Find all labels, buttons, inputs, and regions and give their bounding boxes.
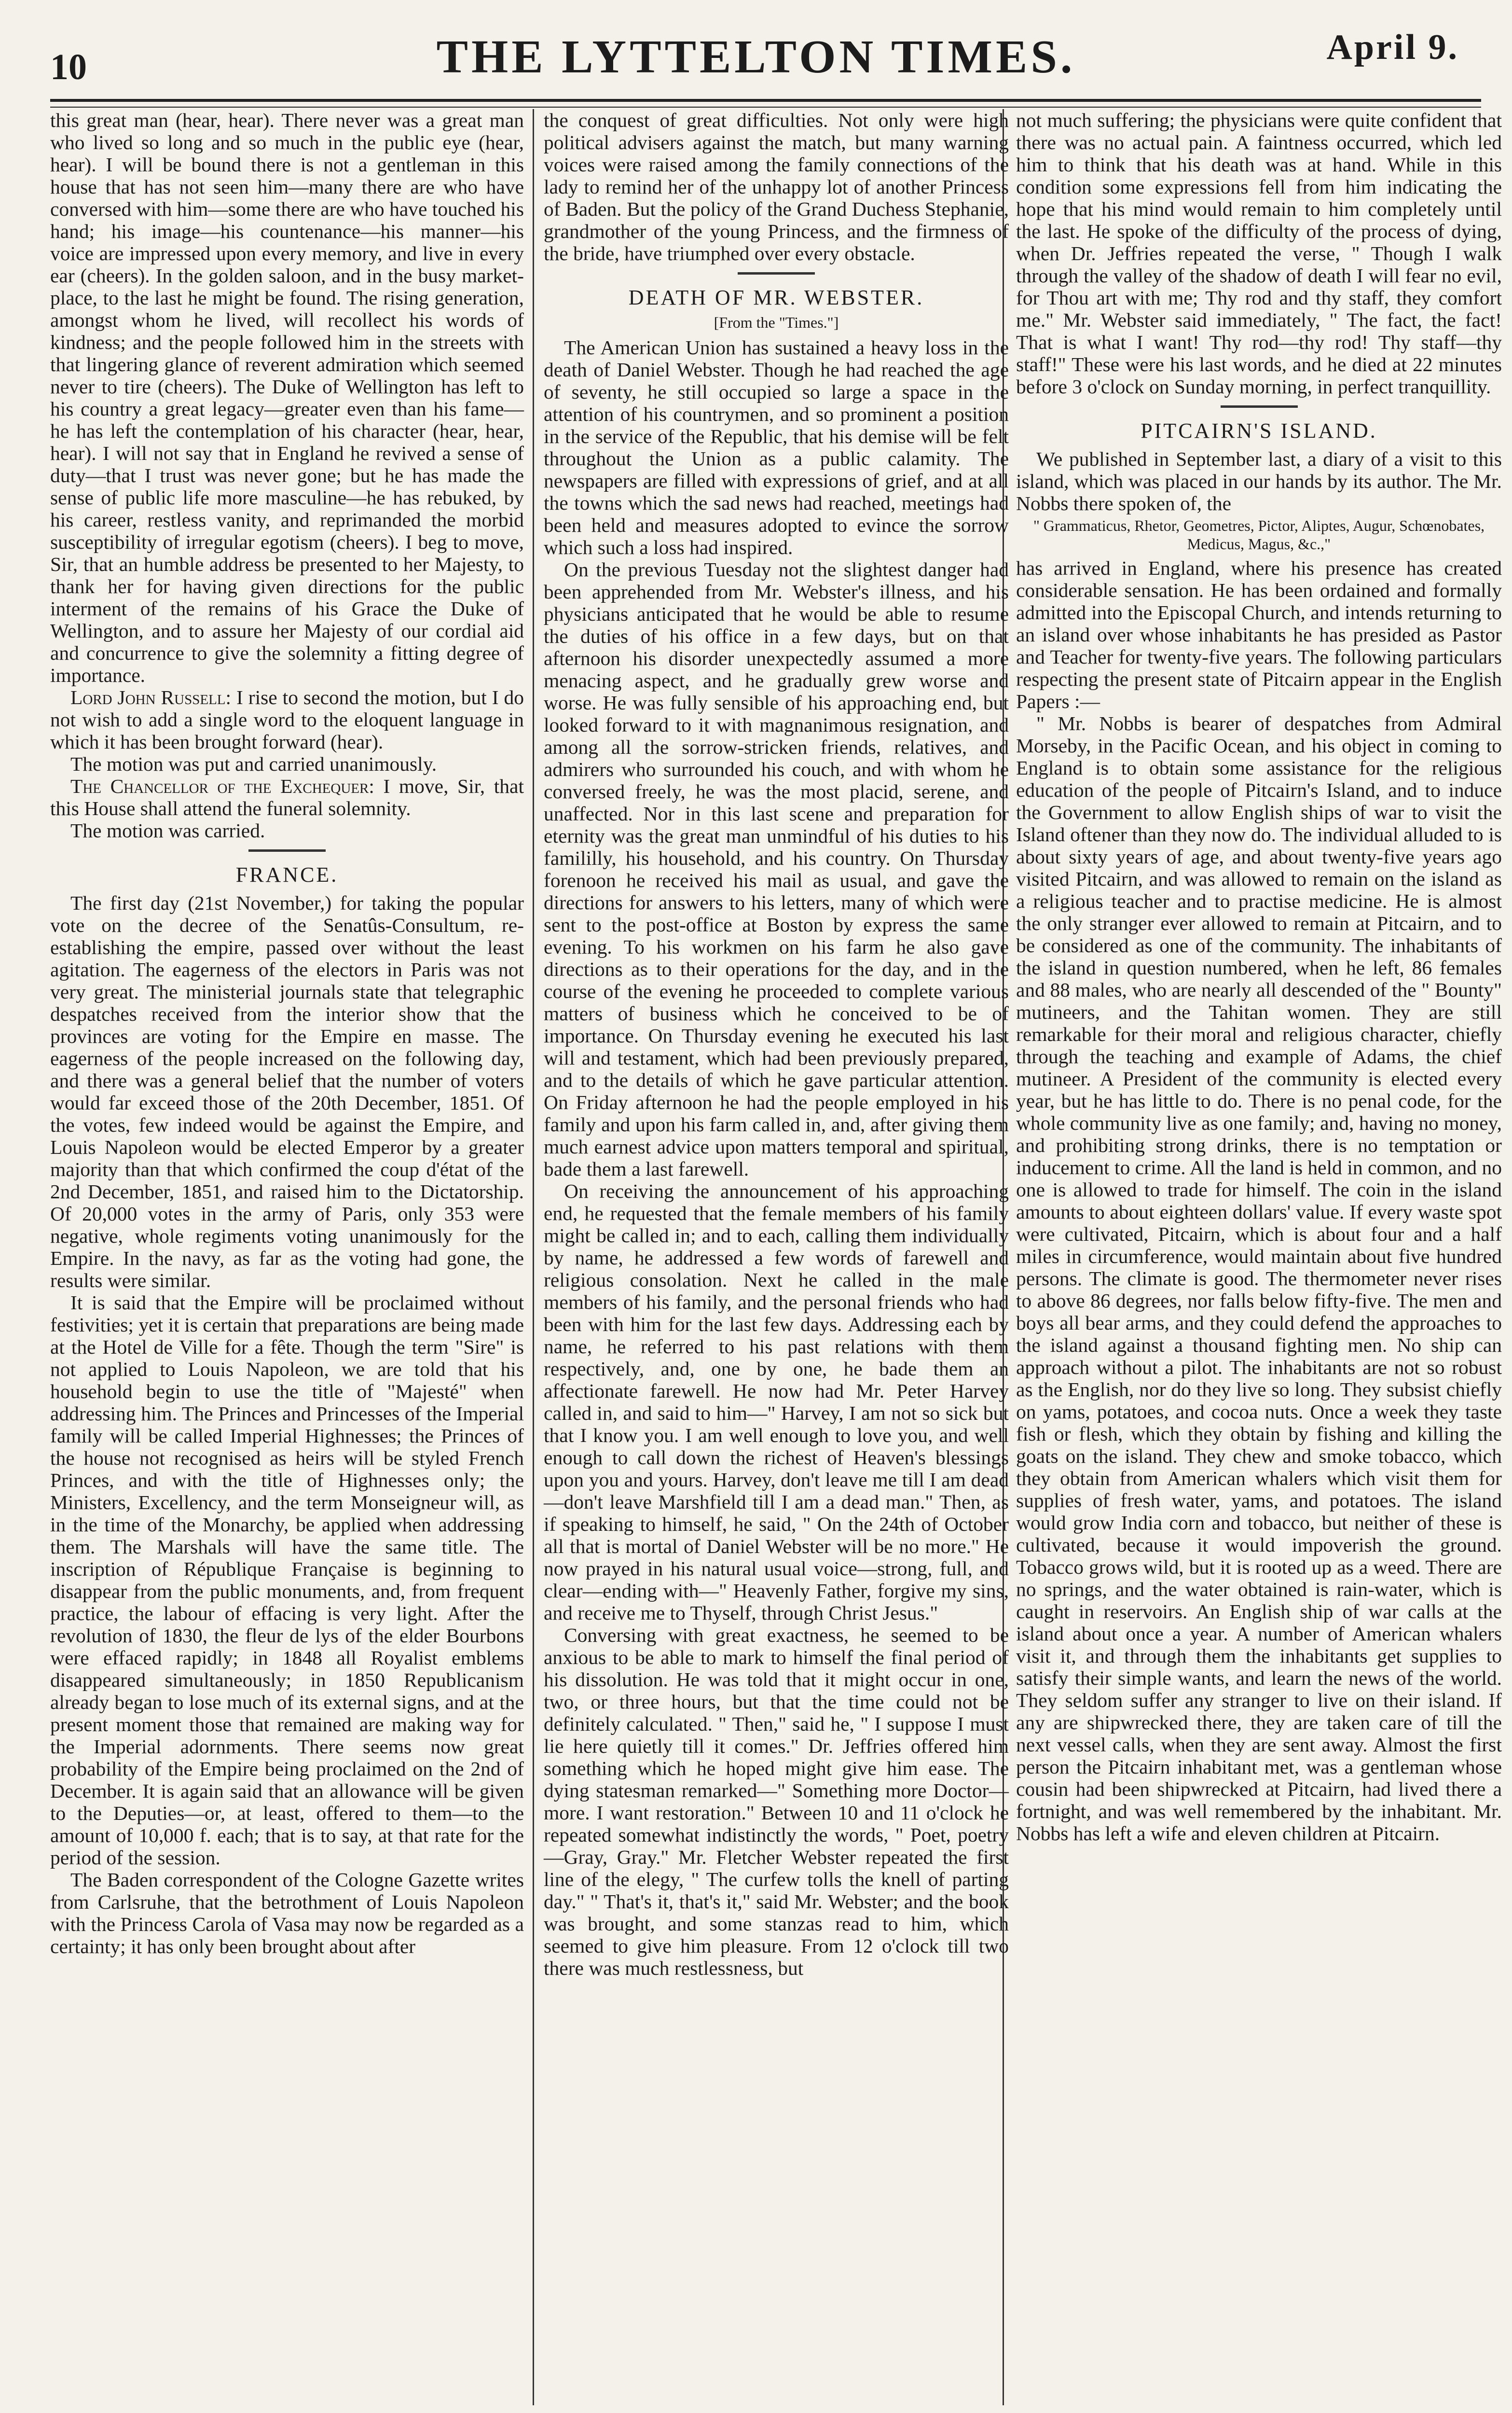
section-heading-pitcairn bbox=[1016, 405, 1502, 443]
article-paragraph: this great man (hear, hear). There never was a great man who lived so long and so much in the public eye (hear, hear). I will be bound there is not a gentleman in this house that has not seen him—many there are who have conversed with him—some there are who have touched his hand; his image—his countenance—his manner—his voice are impressed upon every memory, and live in every ear (cheers). In the golden saloon, and in the busy market-place, to the last he might be found. The rising generation, amongst whom he lived, will recollect his words of kindness; and the people followed him in the streets with that lingering glance of reverent admiration which seemed never to tire (cheers). The Duke of Wellington has left to his country a great legacy—greater even than his fame—he has left the contemplation of his character (hear, hear, hear). I will not say that in England he revived a sense of duty—that I trust was never gone; but he has made the sense of public life more masculine—he has rebuked, by his career, restless vanity, and reprimanded the morbid susceptibility of irregular egotism (cheers). I beg to move, Sir, that an humble address be presented to her Majesty, to thank her for having given directions for the public interment of the remains of his Grace the Duke of Wellington, and to assure her Majesty of our cordial aid and concurrence to give the solemnity a fitting degree of importance. bbox=[50, 109, 524, 686]
article-paragraph: We published in September last, a diary of a visit to this island, which was placed in our hands by its author. The Mr. Nobbs there spoken of, the bbox=[1016, 448, 1502, 514]
article-paragraph: The motion was carried. bbox=[70, 819, 265, 842]
section-divider bbox=[738, 272, 815, 275]
article-paragraph bbox=[50, 686, 524, 753]
speech-text: I rise to second the motion, but I do not wish to add a single word to the eloquent language in which it has been brought forward (hear). bbox=[50, 686, 524, 753]
section-heading-france bbox=[50, 849, 524, 887]
speaker-name: The Chancellor of the Exchequer: bbox=[70, 775, 374, 797]
article-paragraph: has arrived in England, where his presence has created considerable sensation. He has been ordained and formally admitted into the Episcopal Church, and intends returning to an island over whose inhabitants he has presided as Pastor and Teacher for twenty-five years. The following particulars respecting the present state of Pitcairn appear in the English Papers :— bbox=[1016, 557, 1502, 712]
article-paragraph: The motion was put and carried unanimously. bbox=[70, 753, 437, 775]
article-paragraph bbox=[50, 775, 524, 819]
article-paragraph: On receiving the announcement of his approaching end, he requested that the female members of his family might be called in; and to each, calling them individually by name, he addressed a few words of farewell and religious consolation. Next he called in the male members of his family, and the personal friends who had been with him for the last few days. Addressing each by name, he referred to his past relations with them respectively, and, one by one, he bade them an affectionate farewell. He now had Mr. Peter Harvey called in, and said to him—" Harvey, I am not so sick but that I know you. I am well enough to love you, and well enough to call down the richest of Heaven's blessings upon you and yours. Harvey, don't leave me till I am dead—don't leave Marshfield till I am a dead man." Then, as if speaking to himself, he said, " On the 24th of October all that is mortal of Daniel Webster will be no more." He now prayed in his natural usual voice—strong, full, and clear—ending with—" Heavenly Father, forgive my sins, and receive me to Thyself, through Christ Jesus." bbox=[544, 1180, 1009, 1624]
masthead-title: THE LYTTELTON TIMES. bbox=[436, 31, 1076, 83]
section-divider bbox=[1221, 405, 1298, 408]
article-paragraph: The first day (21st November,) for taking the popular vote on the decree of the Senatûs-Consultum, re-establishing the empire, passed over without the least agitation. The eagerness of the electors in Paris was not very great. The ministerial journals state that telegraphic despatches received from the interior show that the provinces are voting for the Empire en masse. The eagerness of the people increased on the following day, and there was a general belief that the number of voters would far exceed those of the 20th December, 1851. Of the votes, few indeed would be against the Empire, and Louis Napoleon would be elected Emperor by a greater majority than that which confirmed the coup d'état of the 2nd December, 1851, and raised him to the Dictatorship. Of 20,000 votes in the army of Paris, only 353 were negative, whole regiments voting unanimously for the Empire. In the navy, as far as the voting had gone, the results were similar. bbox=[50, 892, 524, 1291]
article-paragraph: not much suffering; the physicians were quite confident that there was no actual pain. A faintness occurred, which led him to think that his death was at hand. While in this condition some expressions fell from him indicating the hope that his mind would remain to him completely until the last. He spoke of the difficulty of the process of dying, when Dr. Jeffries repeated the verse, " Though I walk through the valley of the shadow of death I will fear no evil, for Thou art with me; Thy rod and thy staff, they comfort me." Mr. Webster said immediately, " The fact, the fact! That is what I want! Thy rod—thy rod! Thy staff—thy staff!" These were his last words, and he died at 22 minutes before 3 o'clock on Sunday morning, in perfect tranquillity. bbox=[1016, 109, 1502, 398]
section-title: PITCAIRN'S ISLAND. bbox=[1141, 419, 1377, 443]
article-paragraph: the conquest of great difficulties. Not only were high political advisers against the match, but many warning voices were raised among the family connections of the lady to remind her of the unhappy lot of another Princess of Baden. But the policy of the Grand Duchess Stephanie, grandmother of the young Princess, and the firmness of the bride, have triumphed over every obstacle. bbox=[544, 109, 1009, 264]
article-paragraph: The Baden correspondent of the Cologne Gazette writes from Carlsruhe, that the betrothment of Louis Napoleon with the Princess Carola of Vasa may now be regarded as a certainty; it has only been brought about after bbox=[50, 1869, 524, 1957]
section-title: DEATH OF MR. WEBSTER. bbox=[628, 286, 924, 309]
speaker-name: Lord John Russell: bbox=[70, 686, 232, 708]
page-number: 10 bbox=[50, 47, 87, 87]
column-2 bbox=[535, 109, 1017, 2413]
issue-date: April 9. bbox=[1326, 28, 1459, 67]
article-paragraph: " Mr. Nobbs is bearer of despatches from Admiral Morseby, in the Pacific Ocean, and his object in coming to England is to obtain some assistance for the religious education of the people of Pitcairn's Island, and to induce the Government to allow English ships of war to visit the Island oftener than they now do. The individual alluded to is about sixty years of age, and about twenty-five years ago visited Pitcairn, and was allowed to remain on the island as a religious teacher and to practise medicine. He is almost the only stranger ever allowed to remain at Pitcairn, and to be considered as one of the community. The inhabitants of the island in question numbered, when he left, 86 females and 88 males, who are nearly all descended of the " Bounty" mutineers, and the Tahitan women. They are still remarkable for their moral and religious character, chiefly through the teaching and example of Adams, the chief mutineer. A President of the community is elected every year, but he has little to do. There is no penal code, for the whole community live as one family; and, having no money, and prohibiting strong drinks, there is no temptation or inducement to crime. All the land is held in common, and no one is allowed to trade for himself. The coin in the island amounts to about eighteen dollars' value. If every waste spot were cultivated, Pitcairn, which is about four and a half miles in circumference, would maintain about five hundred persons. The climate is good. The thermometer never rises to above 86 degrees, nor falls below fifty-five. The men and boys all bear arms, and they could defend the approaches to the island against a thousand fighting men. No ship can approach without a pilot. The inhabitants are not so robust as the English, nor do they live so long. They subsist chiefly on yams, potatoes, and cocoa nuts. Once a week they taste fish or flesh, which they obtain by fishing and killing the goats on the island. They chew and smoke tobacco, which they obtain from American whalers which visit them for supplies of fresh water, yams, and potatoes. The island would grow India corn and tobacco, but neither of these is cultivated, because it would impoverish the ground. Tobacco grows wild, but it is rooted up as a weed. There are no springs, and the water obtained is rain-water, which is caught in reservoirs. An English ship of war calls at the island about once a year. A number of American whalers visit it, and through them the inhabitants get supplies to satisfy their simple wants, and learn the news of the world. They seldom suffer any stranger to live on their island. If any are shipwrecked there, they are taken care of till the next vessel calls, when they are sent away. Almost the first person the Pitcairn inhabitant met, was a gentleman whose cousin had been shipwrecked at Pitcairn, had lived there a fortnight, and was well remembered by the inhabitant. Mr. Nobbs has left a wife and eleven children at Pitcairn. bbox=[1016, 712, 1502, 1844]
article-paragraph: On the previous Tuesday not the slightest danger had been apprehended from Mr. Webster's illness, and his physicians anticipated that he would be able to resume the duties of his office in a few days, but on that afternoon his disorder unexpectedly assumed a more menacing aspect, and he gradually grew worse and worse. He was fully sensible of his approaching end, but looked forward to it with magnanimous resignation, and among all the sorrow-stricken friends, relatives, and admirers who surrounded his couch, and with whom he conversed freely, he was the most placid, serene, and unaffected. Nor in this last scene and preparation for eternity was the great man unmindful of his duties to his famililly, his household, and his country. On Thursday forenoon he received his mail as usual, and gave the directions for answers to his letters, many of which were sent to the post-office at Boston by express the same evening. To his workmen on his farm he also gave directions as to their operations for the day, and in the course of the evening he proceeded to complete various matters of business which he conceived to be of importance. On Thursday evening he executed his last will and testament, which had been previously prepared, and to the details of which he gave particular attention. On Friday afternoon he had the people employed in his family and upon his farm called in, and, after giving them much earnest advice upon matters temporal and spiritual, bade them a last farewell. bbox=[544, 558, 1009, 1180]
article-paragraph: It is said that the Empire will be proclaimed without festivities; yet it is certain that preparations are being made at the Hotel de Ville for a fête. Though the term "Sire" is not applied to Louis Napoleon, we are told that his household begin to use the title of "Majesté" when addressing him. The Princes and Princesses of the Imperial family will be called Imperial Highnesses; the Princes of the house not recognised as heirs will be styled French Princes, and with the title of Highnesses only; the Ministers, Excellency, and the term Monseigneur will, as in the time of the Monarchy, be applied when addressing them. The Marshals will have the same title. The inscription of République Française is beginning to disappear from the public monuments, and, from frequent practice, the labour of effacing is very light. After the revolution of 1830, the fleur de lys of the elder Bourbons were effaced rapidly; in 1848 all Royalist emblems disappeared simultaneously; in 1850 Republicanism already began to lose much of its external signs, and at the present moment those that remained are making way for the Imperial adornments. There seems now great probability of the Empire being proclaimed on the 2nd of December. It is again said that an allowance will be given to the Deputies—or, at least, offered to them—to the amount of 10,000 f. each; that is to say, at that rate for the period of the session. bbox=[50, 1291, 524, 1869]
column-3 bbox=[1007, 109, 1502, 2413]
section-title: FRANCE. bbox=[235, 863, 339, 887]
section-heading-webster bbox=[544, 272, 1009, 332]
header-rule-thin bbox=[50, 107, 1481, 108]
article-paragraph: The American Union has sustained a heavy loss in the death of Daniel Webster. Though he had reached the age of seventy, he still occupied so large a space in the attention of his countrymen, and so prominent a position in the service of the Republic, that his demise will be felt throughout the Union as a public calamity. The newspapers are filled with expressions of grief, and at all the towns which the sad news had reached, meetings had been held and measures adopted to evince the sorrow which such a loss had inspired. bbox=[544, 336, 1009, 558]
section-divider bbox=[248, 849, 326, 852]
speech-text: I move, Sir, that this House shall attend the funeral solemnity. bbox=[50, 775, 524, 819]
column-rule bbox=[533, 109, 534, 2405]
section-source: [From the "Times."] bbox=[714, 314, 839, 331]
column-1 bbox=[50, 109, 533, 2413]
article-paragraph: Conversing with great exactness, he seemed to be anxious to be able to mark to himself the final period of his dissolution. He was told that it might occur in one, two, or three hours, but that the time could not be definitely calculated. " Then," said he, " I suppose I must lie here quietly till it comes." Dr. Jeffries offered him something which he hoped might give him ease. The dying statesman remarked—" Something more Doctor—more. I want restoration." Between 10 and 11 o'clock he repeated somewhat indistinctly the words, " Poet, poetry—Gray, Gray." Mr. Fletcher Webster repeated the first line of the elegy, " The curfew tolls the knell of parting day." " That's it, that's it," said Mr. Webster; and the book was brought, and some stanzas read to him, which seemed to give him pleasure. From 12 o'clock till two there was much restlessness, but bbox=[544, 1624, 1009, 1979]
header-rule bbox=[50, 99, 1481, 102]
quoted-titles: " Grammaticus, Rhetor, Geometres, Pictor, Aliptes, Augur, Schœnobates, Medicus, Magus, &c.," bbox=[1033, 517, 1485, 553]
